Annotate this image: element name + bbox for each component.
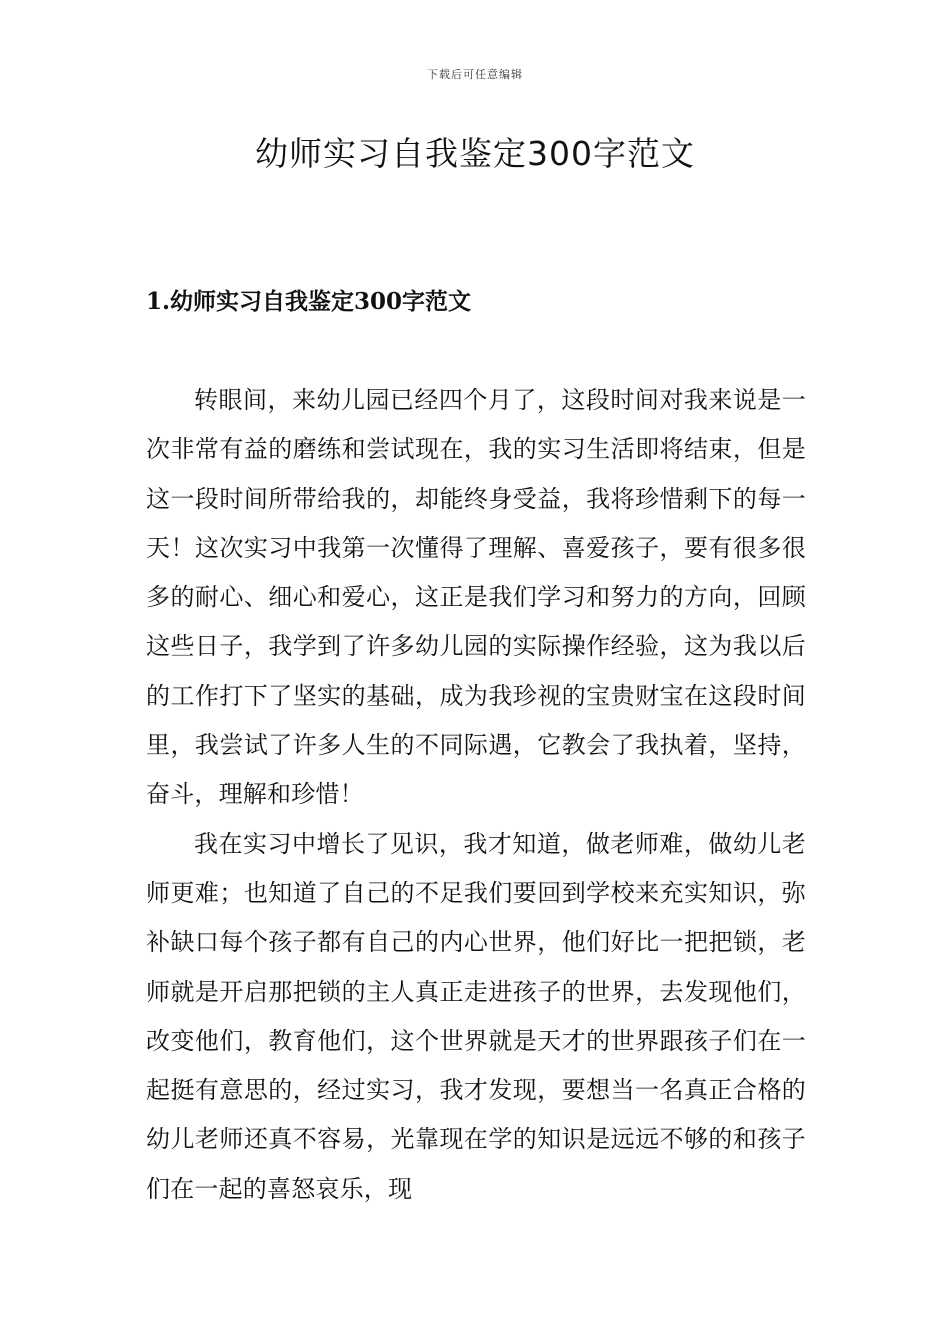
document-title: 幼师实习自我鉴定300字范文 xyxy=(255,134,695,173)
paragraph-2: 我在实习中增长了见识，我才知道，做老师难，做幼儿老师更难；也知道了自己的不足我们要回到学校来充实知识，弥补缺口每个孩子都有自己的内心世界，他们好比一把把锁，老师就是开启那把锁的主人真正走进孩子的世界，去发现他们，改变他们，教育他们，这个世界就是天才的世界跟孩子们在一起挺有意思的，经过实习，我才发现，要想当一名真正合格的幼儿老师还真不容易，光靠现在学的知识是远远不够的和孩子们在一起的喜怒哀乐，现 xyxy=(146,829,806,1203)
section-heading: 1.幼师实习自我鉴定300字范文 xyxy=(146,288,472,315)
header-note: 下载后可任意编辑 xyxy=(427,68,523,81)
body-text xyxy=(146,376,806,1214)
paragraph-1: 转眼间，来幼儿园已经四个月了，这段时间对我来说是一次非常有益的磨练和尝试现在，我的实习生活即将结束，但是这一段时间所带给我的，却能终身受益，我将珍惜剩下的每一天！这次实习中我第一次懂得了理解、喜爱孩子，要有很多很多的耐心、细心和爱心，这正是我们学习和努力的方向，回顾这些日子，我学到了许多幼儿园的实际操作经验，这为我以后的工作打下了坚实的基础，成为我珍视的宝贵财宝在这段时间里，我尝试了许多人生的不同际遇，它教会了我执着，坚持，奋斗，理解和珍惜！ xyxy=(146,386,806,809)
